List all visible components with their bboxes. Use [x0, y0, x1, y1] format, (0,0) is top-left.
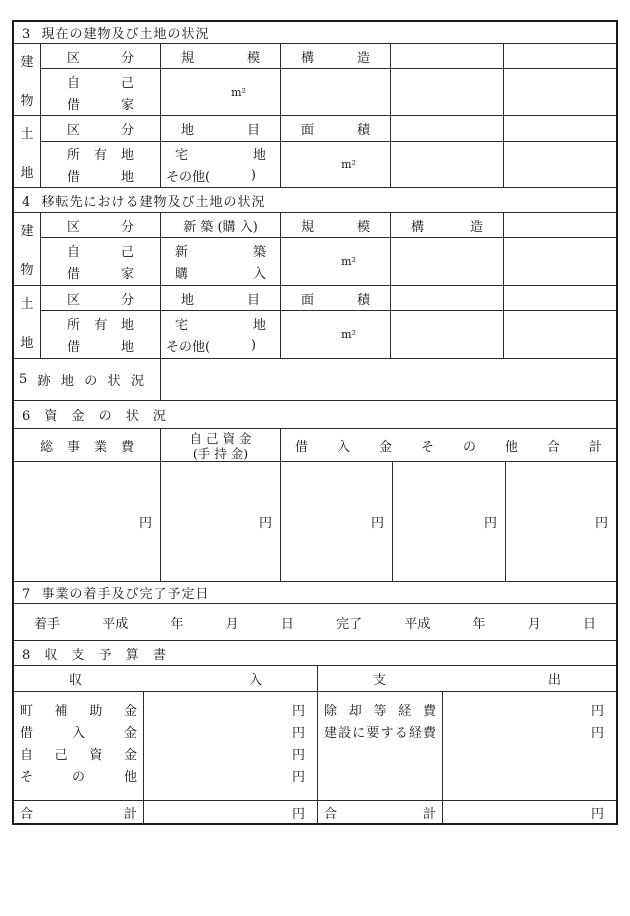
section3-building-kibo-header: 規 模 [161, 44, 281, 68]
section3-building-value-row [41, 69, 616, 115]
empty-cell [391, 238, 504, 285]
empty-cell [391, 44, 504, 68]
section4-building-group [14, 213, 616, 286]
section8-expense-labels [318, 692, 443, 800]
section3-land-kubun-header: 区 分 [41, 116, 161, 141]
section4-newbuild-purchase-header: 新 築 (購 入) [161, 213, 281, 237]
section3-building-jiko-label: 自 己 [67, 75, 134, 91]
section5-title: 5 跡 地 の 状 況 [14, 359, 161, 400]
expense-yen-2: 円 [590, 725, 604, 741]
empty-cell [391, 116, 504, 141]
section3-title: 3 現在の建物及び土地の状況 [22, 27, 210, 42]
section6-value-row [14, 462, 616, 582]
section3-land-kubun-options [41, 142, 161, 187]
income-total-yen: 円 [144, 801, 318, 823]
income-yen-3: 円 [291, 747, 305, 763]
section8-expense-values [443, 692, 616, 800]
section8-total-row [14, 801, 616, 823]
section4-building-kubun-header: 区 分 [41, 213, 161, 237]
empty-cell [391, 311, 504, 358]
income-yen-4: 円 [291, 769, 305, 785]
section3-building-side-label: 建 物 [14, 44, 41, 115]
section3-land-side-label: 土 地 [14, 116, 41, 187]
income-total-label: 合 計 [14, 801, 144, 823]
section8-body-row [14, 692, 616, 801]
section4-land-value-row [41, 311, 616, 358]
section4-building-kubun-options [41, 238, 161, 285]
section3-building-kubun-header: 区 分 [41, 44, 161, 68]
income-label-other: そ の 他 [20, 769, 137, 785]
section8-expense-header: 支 出 [373, 673, 561, 688]
section4-land-group [14, 286, 616, 359]
section4-building-kozo-header: 構 造 [391, 213, 504, 237]
section3-title-row [14, 22, 616, 44]
section4-building-area-unit: m² [281, 238, 391, 285]
section6-title: 6 資 金 の 状 況 [22, 409, 171, 424]
section4-land-sonota-label: その他( ) [166, 338, 256, 355]
section3-land-chimoku-header: 地 目 [161, 116, 281, 141]
section8-income-header: 収 入 [14, 666, 318, 691]
section3-building-kozo-header: 構 造 [281, 44, 391, 68]
expense-total-yen: 円 [590, 806, 604, 822]
expense-label-removal: 除 却 等 経 費 [324, 703, 436, 719]
empty-cell [504, 286, 616, 310]
section3-land-value-row [41, 142, 616, 187]
section4-building-shakuya-label: 借 家 [67, 267, 134, 282]
income-yen-1: 円 [291, 703, 305, 719]
empty-cell [504, 142, 616, 187]
expense-yen-1: 円 [590, 703, 604, 719]
section4-land-area-unit: m² [281, 311, 391, 358]
section6-own-funds-line2: (手 持 金) [192, 445, 249, 461]
section3-land-takuchi-label: 宅 地 [175, 148, 266, 163]
section3-building-header-row [41, 44, 616, 69]
section8-income-values [144, 692, 318, 800]
section3-land-sonota-label: その他( ) [166, 168, 256, 185]
section8-income-labels [14, 692, 144, 800]
section3-land-shakuchi-label: 借 地 [67, 170, 134, 185]
empty-cell [391, 286, 504, 310]
section3-building-group [14, 44, 616, 116]
section4-building-kibo-header: 規 模 [281, 213, 391, 237]
empty-cell [504, 69, 616, 115]
section4-land-side-label: 土 地 [14, 286, 41, 358]
section6-other-yen: 円 [393, 462, 506, 581]
section7-dates: 着手 平成 年 月 日 完了 平成 年 月 日 [34, 616, 596, 632]
section6-column-header-row [14, 429, 616, 462]
section4-land-chimoku-options [161, 311, 281, 358]
empty-cell [161, 359, 616, 400]
section6-total-cost-header: 総 事 業 費 [14, 429, 161, 461]
section8-title-row [14, 641, 616, 666]
empty-cell [391, 69, 504, 115]
section4-land-shoyuchi-label: 所 有 地 [67, 318, 134, 333]
income-label-subsidy: 町 補 助 金 [20, 703, 137, 719]
section6-own-funds-header [161, 429, 281, 461]
expense-total-label: 合 計 [318, 801, 443, 823]
empty-cell [504, 44, 616, 68]
section6-merged-header: 借 入 金 そ の 他 合 計 [295, 439, 602, 455]
empty-cell [504, 311, 616, 358]
section5-row [14, 359, 616, 401]
section3-land-menseki-header: 面 積 [281, 116, 391, 141]
section6-own-funds-line1: 自 己 資 金 [189, 430, 252, 446]
section4-land-menseki-header: 面 積 [281, 286, 391, 310]
section8-title: 8 収 支 予 算 書 [22, 647, 171, 663]
section3-land-chimoku-options [161, 142, 281, 187]
section4-building-side-label: 建 物 [14, 213, 41, 285]
section6-own-funds-yen: 円 [161, 462, 281, 581]
section6-total-cost-yen: 円 [14, 462, 161, 581]
empty-cell [281, 69, 391, 115]
section4-land-chimoku-header: 地 目 [161, 286, 281, 310]
relocation-form-table [12, 20, 618, 825]
section4-land-shakuchi-label: 借 地 [67, 340, 134, 355]
section4-land-header-row [41, 286, 616, 311]
empty-cell [504, 213, 616, 237]
section6-total-yen: 円 [594, 516, 608, 531]
section7-date-row [14, 604, 616, 641]
income-label-own-funds: 自 己 資 金 [20, 747, 137, 763]
section6-title-row [14, 401, 616, 429]
section4-title: 4 移転先における建物及び土地の状況 [22, 194, 266, 210]
section4-building-value-row [41, 238, 616, 285]
empty-cell [504, 238, 616, 285]
section4-newbuild-options [161, 238, 281, 285]
section3-building-shakuya-label: 借 家 [67, 97, 134, 113]
income-label-loan: 借 入 金 [20, 725, 137, 741]
section4-building-header-row [41, 213, 616, 238]
section8-io-header-row [14, 666, 616, 692]
section4-title-row [14, 188, 616, 213]
income-yen-2: 円 [291, 725, 305, 741]
section6-loan-yen: 円 [281, 462, 393, 581]
section7-title: 7 事業の着手及び完了予定日 [22, 587, 210, 602]
section3-building-area-unit: m² [161, 69, 281, 115]
section4-kounyu-label: 購 入 [175, 267, 266, 282]
section3-land-shoyuchi-label: 所 有 地 [67, 148, 134, 163]
section3-land-header-row [41, 116, 616, 142]
empty-cell [391, 142, 504, 187]
section3-building-kubun-options [41, 69, 161, 115]
section4-shinchiku-label: 新 築 [175, 245, 266, 260]
section4-land-kubun-header: 区 分 [41, 286, 161, 310]
section7-title-row [14, 582, 616, 604]
section4-building-jiko-label: 自 己 [67, 245, 134, 260]
section4-land-kubun-options [41, 311, 161, 358]
section3-land-area-unit: m² [281, 142, 391, 187]
expense-label-construction: 建 設 に 要 す る 経 費 [324, 725, 436, 741]
section3-land-group [14, 116, 616, 188]
section4-land-takuchi-label: 宅 地 [175, 318, 266, 333]
empty-cell [504, 116, 616, 141]
